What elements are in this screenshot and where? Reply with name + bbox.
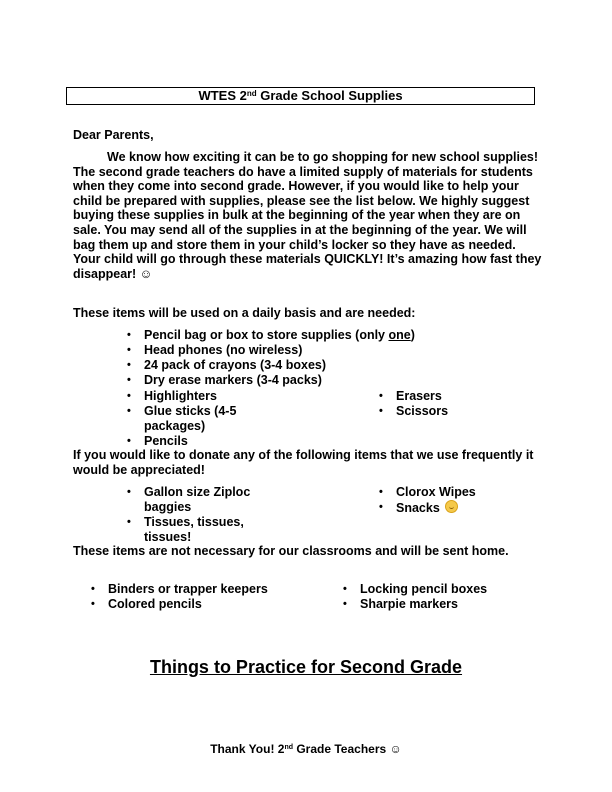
not-needed-list-right [343,582,543,612]
closing-superscript: nd [284,744,294,751]
donate-heading: If you would like to donate any of the following items that we use frequently it would be appreciated! [73,448,534,477]
greeting: Dear Parents, [73,128,154,142]
list-item: • 24 pack of crayons (3-4 boxes) [127,358,447,373]
closing-signature [0,742,612,756]
list-item-text-end: ) [410,328,415,342]
intro-text: We know how exciting it can be to go shopping for new school supplies! The second grade teachers do have a limited supply of materials for students when they come into second grade. However, if you would like to help your child be prepared with supplies, please see the list below. We highly suggest buying these supplies in bulk at the beginning of the year when they are on sale. You may send all of the supplies in at the beginning of the year. We will bag them up and store them in your child’s locker so they have as needed. Your child will go through these materials QUICKLY! It’s amazing how fast they disappear! ☺ [73,150,542,281]
list-item [127,328,447,343]
title-superscript: nd [246,89,257,98]
closing-text-end: Grade Teachers ☺ [293,742,402,756]
practice-heading: Things to Practice for Second Grade [149,657,463,677]
emphasis-one: one [388,328,411,342]
daily-heading: These items will be used on a daily basis and are needed: [73,306,416,320]
list-item: • Sharpie markers [343,597,543,612]
list-item: • Highlighters [127,389,287,404]
list-item: • Gallon size Ziploc baggies [127,485,267,515]
list-item: • Pencils [127,434,287,449]
closing-text: Thank You! 2 [210,742,285,756]
list-item: • Scissors [379,404,529,419]
list-item: • Clorox Wipes [379,485,529,500]
list-item: • Dry erase markers (3-4 packs) [127,373,447,388]
list-item: • Head phones (no wireless) [127,343,447,358]
list-item: • Locking pencil boxes [343,582,543,597]
not-needed-heading: These items are not necessary for our classrooms and will be sent home. [73,544,509,558]
list-item: • Colored pencils [91,597,321,612]
list-item-text: Pencil bag or box to store supplies (only [144,328,389,342]
title-text-end: Grade School Supplies [256,88,403,103]
donate-list-left [127,485,267,545]
intro-paragraph [73,150,543,281]
list-item: • Erasers [379,389,529,404]
title-text: WTES 2 [198,88,247,103]
not-needed-list-left [91,582,321,612]
document-title [66,87,535,105]
donate-list-right [379,485,529,516]
daily-list-left [127,389,287,449]
list-item: • Tissues, tissues, tissues! [127,515,267,545]
daily-list-right [379,389,529,419]
smiley-emoji-icon [445,500,458,513]
daily-list-top [127,328,447,388]
list-item [379,500,529,516]
list-item: • Glue sticks (4-5 packages) [127,404,264,434]
list-item: • Binders or trapper keepers [91,582,321,597]
list-item-text: Snacks [396,501,440,515]
